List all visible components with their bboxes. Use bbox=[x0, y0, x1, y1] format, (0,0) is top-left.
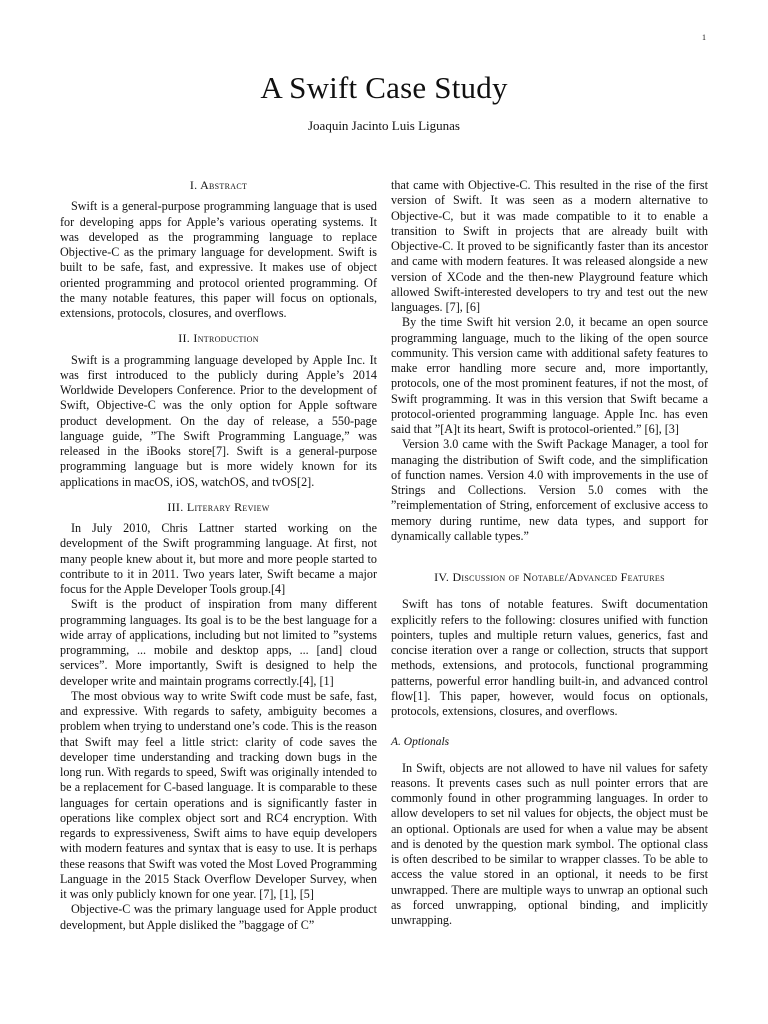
left-column bbox=[60, 178, 377, 933]
introduction-paragraph: Swift is a programming language developed by Apple Inc. It was first introduced to the publicly during Apple’s 2014 Worldwide Developers Conference. Prior to the development of Swift, Objective-C was the only option for Apple software product development. On the day of release, a 550-page language guide, ”The Swift Programming Language,” was released in the iBooks store[7]. Swift is a general-purpose programming language but is more widely known for its applications in macOS, iOS, watchOS, and tvOS[2]. bbox=[60, 352, 377, 489]
author-name: Joaquin Jacinto Luis Ligunas bbox=[307, 118, 460, 133]
literary-review-paragraph-2: Swift is the product of inspiration from many different programming languages. Its goal is to be the best language for a wide array of applications, including but not limited to ”systems programming, ... mobile and desktop apps, ... [and] cloud services”. More importantly, Swift is designed to help the developer write and maintain programs correctly.[4], [1] bbox=[60, 597, 377, 688]
literary-review-paragraph-1: In July 2010, Chris Lattner started working on the development of the Swift programming language. At first, not many people knew about it, but more and more people started to contribute to it in 2011. Two years later, Swift became a major focus for the Apple Developer Tools group.[4] bbox=[60, 521, 377, 596]
optionals-subheading: A. Optionals bbox=[391, 736, 450, 749]
version-3-paragraph: Version 3.0 came with the Swift Package Manager, a tool for managing the distribution of Swift code, and the simplification of function names. Version 4.0 with improvements in the use of Strings and Collections. Version 5.0 comes with the ”reimplementation of String, enforcement of exclusive access to memory during runtime, new data types, and support for dynamically callable types.” bbox=[391, 437, 708, 543]
introduction-heading: II. Introduction bbox=[178, 331, 259, 346]
page-number: 1 bbox=[702, 33, 706, 42]
discussion-heading: IV. Discussion of Notable/Advanced Features bbox=[434, 570, 665, 584]
literary-review-paragraph-3: The most obvious way to write Swift code must be safe, fast, and expressive. With regards to safety, ambiguity becomes a problem when trying to understand one’s code. This is the reason that Swift may feel a little strict: clarity of code saves the developer time understanding and tracking down bugs in the long run. With regards to speed, Swift was originally intended to be a replacement for C-based language. It is comparable to these languages for certain operations and is significantly faster in operations like complex object sort and RC4 encryption. With regards to expressiveness, Swift aims to have equip developers with modern features and syntax that is easy to use. It is perhaps these reasons that Swift was voted the Most Loved Programming Language in the 2015 Stack Overflow Developer Survey, when it was only publicly known for one year. [7], [1], [5] bbox=[60, 688, 377, 901]
paper-title: A Swift Case Study bbox=[260, 70, 508, 105]
abstract-paragraph: Swift is a general-purpose programming language that is used for developing apps for Apple’s various operating systems. It was developed as the programming language to replace Objective-C as the primary language for development. Swift is built to be safe, fast, and expressive. It makes use of object oriented programming and protocol oriented programming. Of the many notable features, this paper will focus on optionals, extensions, protocols, closures, and overflows. bbox=[60, 199, 377, 320]
version-2-paragraph: By the time Swift hit version 2.0, it became an open source programming language, much to the liking of the open source community. This version came with additional safety features to make error handling more secure and, more importantly, protocols, one of the most prominent features, if not the most, of Swift programming. It was in this version that Swift became a protocol-oriented programming language. Apple Inc. has even said that ”[A]t its heart, Swift is protocol-oriented.” [6], [3] bbox=[391, 315, 708, 436]
abstract-heading: I. Abstract bbox=[189, 178, 248, 192]
literary-review-heading: III. Literary Review bbox=[167, 499, 270, 514]
optionals-paragraph: In Swift, objects are not allowed to have nil values for safety reasons. It prevents cases such as null pointer errors that are commonly found in other programming languages. In order to allow developers to set nil values for objects, the object must be an optional. Optionals are used for when a value may be absent and is denoted by the question mark symbol. The optional class is often described to be similar to wrapper classes. To be able to access the value stored in an optional, it needs to be first unwrapped. There are multiple ways to unwrap an optional such as forced unwrapping, optional binding, and implicitly unwrapping. bbox=[391, 760, 708, 927]
right-column bbox=[391, 178, 708, 928]
discussion-paragraph: Swift has tons of notable features. Swift documentation explicitly refers to the following: closures unified with function pointers, tuples and multiple return values, generics, fast and concise iteration over a range or collection, structs that support methods, extensions, and protocols, functional programming patterns, powerful error handling built-in, and advanced control flow[1]. This paper, however, would focus on optionals, protocols, extensions, closures, and overflows. bbox=[391, 597, 708, 718]
literary-review-continued-paragraph: that came with Objective-C. This resulted in the rise of the first version of Swift. It was seen as a modern alternative to Objective-C, but it was made compatible to it to enable a transition to Swift in projects that are already built with Objective-C. It proved to be significantly faster than its ancestor and came with modern features. It was released alongside a new version of XCode and the then-new Playground feature which allowed Swift-interested developers to try and test out the new languages. [7], [6] bbox=[391, 178, 708, 314]
literary-review-paragraph-4: Objective-C was the primary language used for Apple product development, but Apple disliked the ”baggage of C” bbox=[60, 902, 377, 932]
